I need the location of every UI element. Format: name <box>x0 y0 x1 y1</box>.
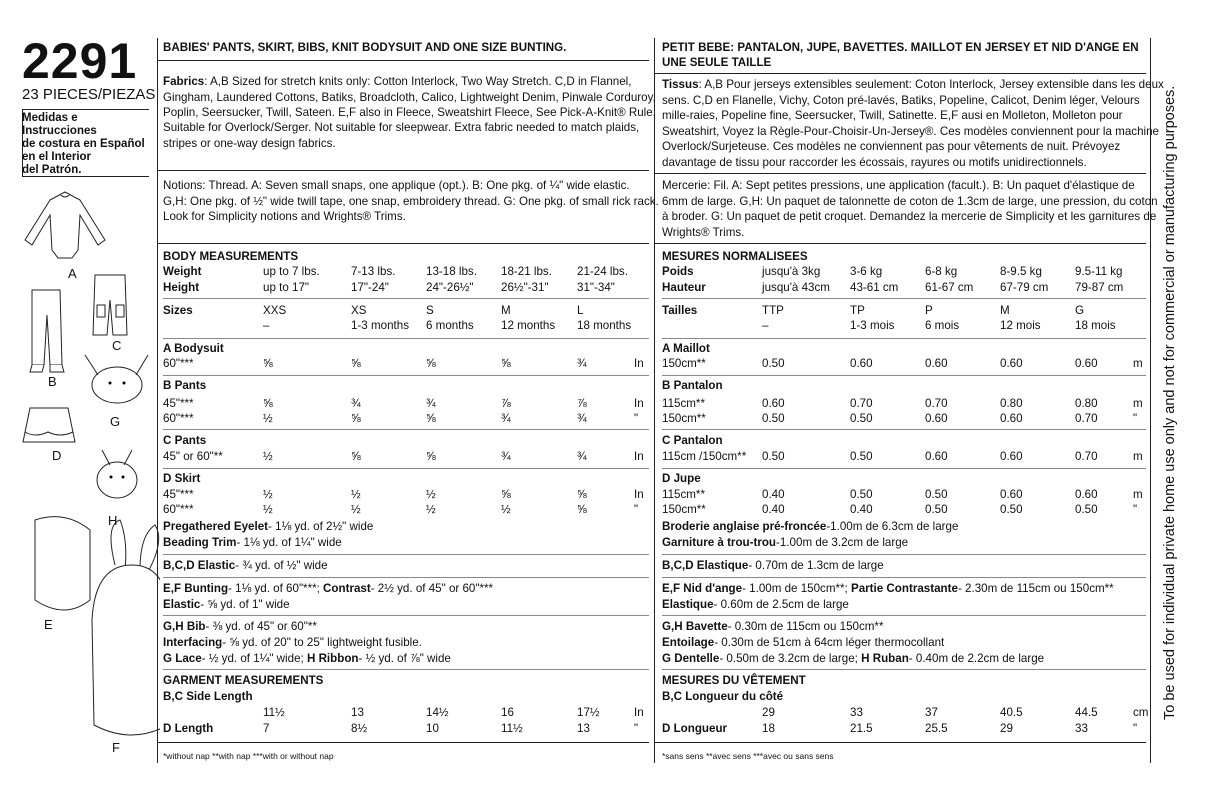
en-d_rows-unit-1: " <box>634 503 639 516</box>
fr-bc-unit: cm <box>1133 706 1149 719</box>
fr-mois-2: 6 mois <box>925 319 960 332</box>
en-b_rows-val-0-0: ⅝ <box>263 397 273 410</box>
fr-mois-3: 12 mois <box>1000 319 1041 332</box>
fr-c_rows-unit-0: m <box>1133 450 1143 463</box>
fr-d_rows-val-1-3: 0.50 <box>1000 503 1023 516</box>
fr-c_rows-val-0-1: 0.50 <box>850 450 873 463</box>
en-b_rows-val-0-4: ⅞ <box>577 397 587 410</box>
en-d-length-3: 11½ <box>501 722 523 735</box>
fr-d_rows-val-0-1: 0.50 <box>850 488 873 501</box>
view-label-d: D <box>52 448 62 463</box>
en-d-length-2: 10 <box>426 722 439 735</box>
en-c_rows-unit-0: In <box>634 450 644 463</box>
fr-hauteur-0: jusqu'à 43cm <box>762 281 830 294</box>
fr-c_rows-val-0-4: 0.70 <box>1075 450 1098 463</box>
en-age-3: 12 months <box>501 319 556 332</box>
en-b_rows-val-1-3: ¾ <box>501 412 511 425</box>
en-d-length-0: 7 <box>263 722 270 735</box>
en-b_rows-unit-1: " <box>634 412 639 425</box>
fr-c_rows-val-0-2: 0.60 <box>925 450 948 463</box>
en-size-1: XS <box>351 304 367 317</box>
fr-d-length-4: 33 <box>1075 722 1088 735</box>
fr-d-length-3: 29 <box>1000 722 1013 735</box>
en-b_rows-val-1-2: ⅝ <box>426 412 436 425</box>
fr-hauteur-2: 61-67 cm <box>925 281 974 294</box>
en-bc-length-0: 11½ <box>263 706 285 719</box>
fr-d_rows-unit-0: m <box>1133 488 1143 501</box>
pattern-number: 2291 <box>22 33 138 89</box>
en-height-2: 24"-26½" <box>426 281 474 294</box>
fr-d_rows-val-0-3: 0.60 <box>1000 488 1023 501</box>
fr-b_rows-val-0-2: 0.70 <box>925 397 948 410</box>
fr-b_rows-unit-0: m <box>1133 397 1143 410</box>
bib-h-sketch <box>97 450 137 498</box>
fr-b_rows-val-1-1: 0.50 <box>850 412 873 425</box>
en-d_rows-unit-0: In <box>634 488 644 501</box>
fr-c_rows-width-0: 115cm /150cm** <box>662 450 747 463</box>
en-d_rows-val-0-2: ½ <box>426 488 436 501</box>
fr-b_rows-val-1-0: 0.50 <box>762 412 785 425</box>
view-label-h: H <box>108 513 118 528</box>
en-a_rows-val-0-3: ⅝ <box>501 357 511 370</box>
fr-d_rows-width-0: 115cm** <box>662 488 705 501</box>
en-d-unit: " <box>634 722 639 735</box>
en-b_rows-val-0-3: ⅞ <box>501 397 511 410</box>
bunting-e-sketch <box>35 517 90 610</box>
en-d_rows-val-1-3: ½ <box>501 503 511 516</box>
fr-d-length-2: 25.5 <box>925 722 948 735</box>
fr-d_rows-val-1-2: 0.50 <box>925 503 948 516</box>
en-fabrics-line-1: Fabrics: A,B Sized for stretch knits only: Cotton Interlock, Two Way Stretch. C,D in Flannel, <box>163 75 632 88</box>
fr-c_rows-val-0-3: 0.60 <box>1000 450 1023 463</box>
usage-restriction-note: To be used for individual private home use only and not for commercial or manufacturing purposes. <box>1162 85 1178 720</box>
en-bc-length-4: 17½ <box>577 706 600 719</box>
en-age-2: 6 months <box>426 319 474 332</box>
fr-hauteur-4: 79-87 cm <box>1075 281 1124 294</box>
en-footnote: *without nap **with nap ***with or without nap <box>163 751 334 761</box>
fr-b_rows-val-1-2: 0.60 <box>925 412 948 425</box>
fr-poids-4: 9.5-11 kg <box>1075 265 1123 278</box>
fr-taille-4: G <box>1075 304 1085 317</box>
fr-bc-length-1: 33 <box>850 706 863 719</box>
fr-bc-length-2: 37 <box>925 706 938 719</box>
fr-d-unit: " <box>1133 722 1138 735</box>
en-d_rows-val-1-0: ½ <box>263 503 273 516</box>
en-height-3: 26½"-31" <box>501 281 549 294</box>
en-age-1: 1-3 months <box>351 319 409 332</box>
en-b_rows-val-1-4: ¾ <box>577 412 587 425</box>
garment-views-illustration <box>20 180 160 760</box>
fr-footnote: *sans sens **avec sens ***avec ou sans sens <box>662 751 834 761</box>
en-age-4: 18 months <box>577 319 632 332</box>
fr-taille-2: P <box>925 304 933 317</box>
view-label-e: E <box>44 617 53 632</box>
fr-taille-0: TTP <box>762 304 784 317</box>
en-b_rows-width-1: 60"*** <box>163 412 194 425</box>
fr-c_rows-val-0-0: 0.50 <box>762 450 785 463</box>
en-weight-2: 13-18 lbs. <box>426 265 477 278</box>
fr-b_rows-val-0-4: 0.80 <box>1075 397 1098 410</box>
view-label-a: A <box>68 266 77 281</box>
fr-d_rows-val-0-0: 0.40 <box>762 488 785 501</box>
fr-d_rows-val-0-2: 0.50 <box>925 488 948 501</box>
en-title: BABIES' PANTS, SKIRT, BIBS, KNIT BODYSUIT AND ONE SIZE BUNTING. <box>163 41 567 54</box>
view-label-g: G <box>110 414 121 429</box>
fr-a_rows-val-0-0: 0.50 <box>762 357 785 370</box>
en-c_rows-val-0-1: ⅝ <box>351 450 361 463</box>
fr-a_rows-width-0: 150cm** <box>662 357 706 370</box>
en-weight-3: 18-21 lbs. <box>501 265 552 278</box>
en-c_rows-val-0-3: ¾ <box>501 450 511 463</box>
en-a_rows-val-0-1: ⅝ <box>351 357 361 370</box>
en-d_rows-val-1-1: ½ <box>351 503 361 516</box>
bib-g-sketch <box>85 355 148 403</box>
fr-d_rows-val-0-4: 0.60 <box>1075 488 1098 501</box>
fr-d-length-1: 21.5 <box>850 722 873 735</box>
fr-a_rows-val-0-2: 0.60 <box>925 357 948 370</box>
fr-d_rows-val-1-4: 0.50 <box>1075 503 1098 516</box>
en-a_rows-val-0-0: ⅝ <box>263 357 273 370</box>
fr-a_rows-val-0-3: 0.60 <box>1000 357 1023 370</box>
fr-d_rows-val-1-0: 0.40 <box>762 503 785 516</box>
en-b_rows-val-1-1: ⅝ <box>351 412 361 425</box>
en-a_rows-unit-0: In <box>634 357 644 370</box>
en-d_rows-val-0-1: ½ <box>351 488 361 501</box>
en-d-length-4: 13 <box>577 722 590 735</box>
fr-taille-3: M <box>1000 304 1010 317</box>
en-bc-unit: In <box>634 706 644 719</box>
fr-title: PETIT BEBE: PANTALON, JUPE, BAVETTES. MAILLOT EN JERSEY ET NID D'ANGE EN UNE SEULE TAILLE <box>662 41 1139 69</box>
en-d_rows-val-0-0: ½ <box>263 488 273 501</box>
en-c_rows-val-0-2: ⅝ <box>426 450 436 463</box>
fr-poids-1: 3-6 kg <box>850 265 883 278</box>
en-c_rows-val-0-4: ¾ <box>577 450 587 463</box>
en-a_rows-val-0-4: ¾ <box>577 357 587 370</box>
fr-b_rows-width-1: 150cm** <box>662 412 706 425</box>
fr-bc-length-0: 29 <box>762 706 775 719</box>
fr-poids-3: 8-9.5 kg <box>1000 265 1042 278</box>
en-height-0: up to 17" <box>263 281 310 294</box>
view-label-b: B <box>48 374 57 389</box>
en-height-4: 31"-34" <box>577 281 615 294</box>
bodysuit-sketch <box>25 192 105 258</box>
en-age-0: – <box>263 319 270 332</box>
pants-c-sketch <box>93 275 127 335</box>
view-label-c: C <box>112 338 122 353</box>
fr-bc-length-4: 44.5 <box>1075 706 1098 719</box>
fr-d-length-0: 18 <box>762 722 775 735</box>
en-d_rows-val-1-2: ½ <box>426 503 436 516</box>
en-bc-length-2: 14½ <box>426 706 449 719</box>
en-weight-0: up to 7 lbs. <box>263 265 320 278</box>
fr-b_rows-unit-1: " <box>1133 412 1138 425</box>
fr-b_rows-val-1-4: 0.70 <box>1075 412 1098 425</box>
en-d-length-1: 8½ <box>351 722 368 735</box>
spanish-instructions-note: Medidas e Instrucciones de costura en Español en el Interior del Patrón. <box>22 112 145 176</box>
fr-b_rows-val-0-3: 0.80 <box>1000 397 1023 410</box>
fr-b_rows-val-0-1: 0.70 <box>850 397 873 410</box>
en-b_rows-width-0: 45"*** <box>163 397 194 410</box>
en-bc-length-3: 16 <box>501 706 514 719</box>
en-a_rows-width-0: 60"*** <box>163 357 194 370</box>
en-b_rows-val-1-0: ½ <box>263 412 273 425</box>
fr-taille-1: TP <box>850 304 865 317</box>
fr-mois-4: 18 mois <box>1075 319 1116 332</box>
en-weight-4: 21-24 lbs. <box>577 265 628 278</box>
fr-a_rows-unit-0: m <box>1133 357 1143 370</box>
en-size-0: XXS <box>263 304 287 317</box>
en-c_rows-width-0: 45" or 60"** <box>163 450 223 463</box>
en-c_rows-val-0-0: ½ <box>263 450 273 463</box>
fr-mois-0: – <box>762 319 769 332</box>
fr-d_rows-unit-1: " <box>1133 503 1138 516</box>
view-label-f: F <box>112 740 120 755</box>
fr-bc-length-3: 40.5 <box>1000 706 1023 719</box>
pieces-count: 23 PIECES/PIEZAS <box>22 86 156 103</box>
en-size-4: L <box>577 304 584 317</box>
en-d_rows-val-0-3: ⅝ <box>501 488 511 501</box>
en-size-2: S <box>426 304 434 317</box>
en-d_rows-val-1-4: ⅝ <box>577 503 587 516</box>
fr-poids-0: jusqu'à 3kg <box>762 265 821 278</box>
en-d_rows-width-1: 60"*** <box>163 503 194 516</box>
en-height-1: 17"-24" <box>351 281 389 294</box>
bunting-f-sketch <box>92 520 160 735</box>
fr-d_rows-width-1: 150cm** <box>662 503 706 516</box>
en-b_rows-val-0-1: ¾ <box>351 397 361 410</box>
fr-mois-1: 1-3 mois <box>850 319 895 332</box>
fr-poids-2: 6-8 kg <box>925 265 958 278</box>
en-weight-1: 7-13 lbs. <box>351 265 396 278</box>
en-d_rows-width-0: 45"*** <box>163 488 194 501</box>
fr-b_rows-width-0: 115cm** <box>662 397 705 410</box>
fr-b_rows-val-1-3: 0.60 <box>1000 412 1023 425</box>
fr-b_rows-val-0-0: 0.60 <box>762 397 785 410</box>
fr-hauteur-3: 67-79 cm <box>1000 281 1049 294</box>
fr-a_rows-val-0-4: 0.60 <box>1075 357 1098 370</box>
fr-d_rows-val-1-1: 0.40 <box>850 503 873 516</box>
pants-b-sketch <box>30 290 64 372</box>
en-a_rows-val-0-2: ⅝ <box>426 357 436 370</box>
en-bc-length-1: 13 <box>351 706 364 719</box>
en-d_rows-val-0-4: ⅝ <box>577 488 587 501</box>
en-size-3: M <box>501 304 511 317</box>
fr-a_rows-val-0-1: 0.60 <box>850 357 873 370</box>
en-notions-1: Notions: Thread. A: Seven small snaps, one applique (opt.). B: One pkg. of ¼" wide elastic. <box>163 179 630 192</box>
fr-hauteur-1: 43-61 cm <box>850 281 899 294</box>
en-b_rows-unit-0: In <box>634 397 644 410</box>
skirt-sketch <box>23 408 75 442</box>
en-b_rows-val-0-2: ¾ <box>426 397 436 410</box>
